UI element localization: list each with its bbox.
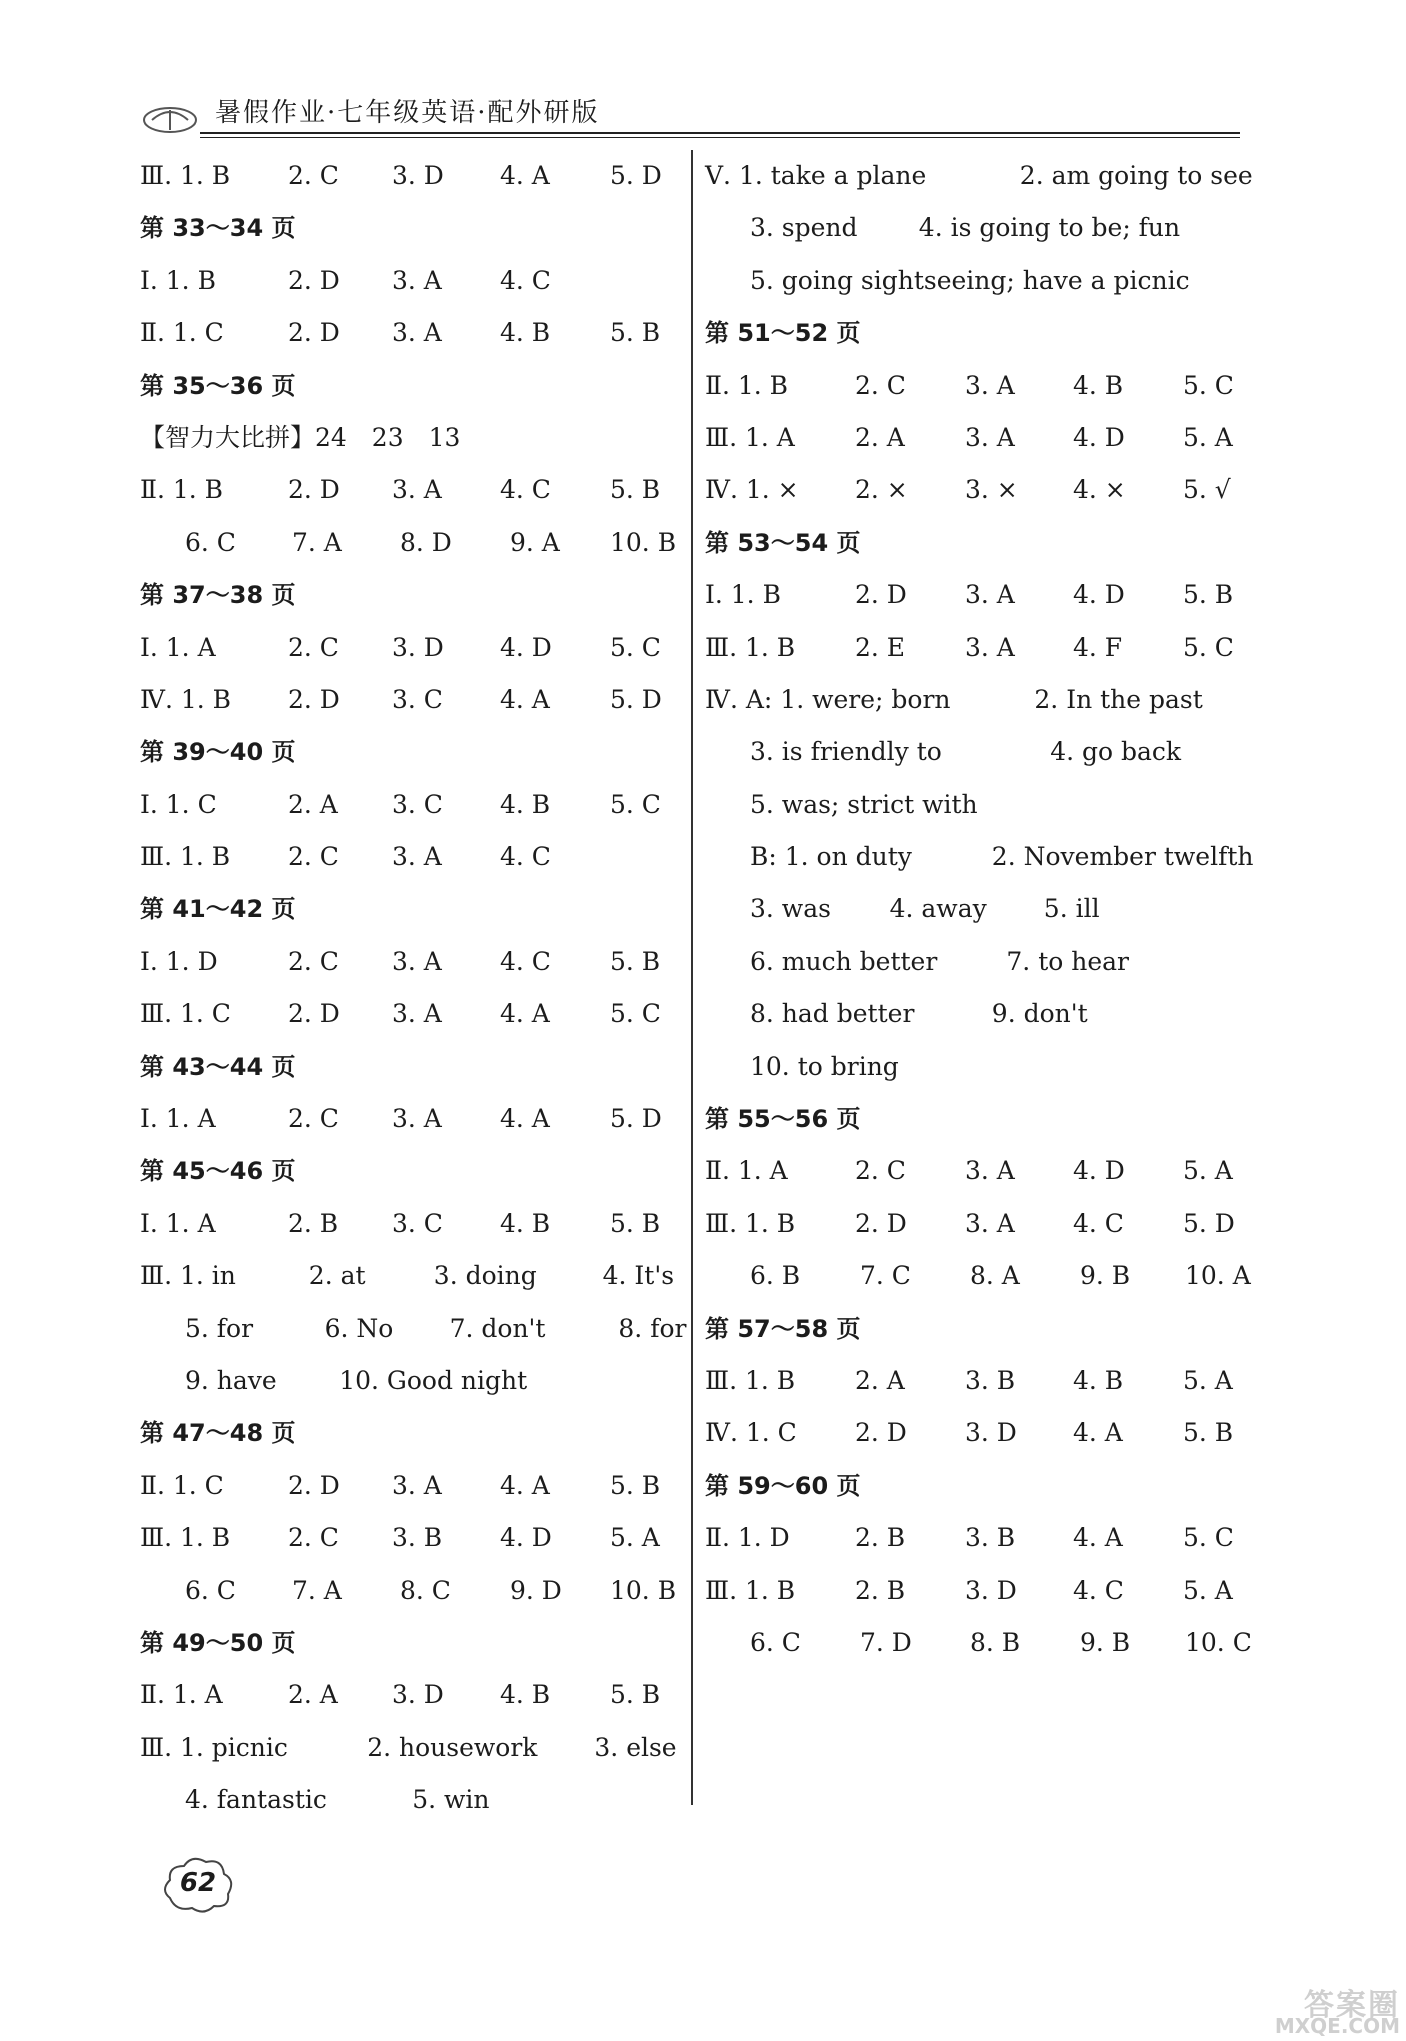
answer-row (705, 726, 1265, 778)
answer-cell: 5. B (1183, 580, 1234, 610)
answer-row (140, 1355, 680, 1407)
answer-cell: 5. win (412, 1785, 490, 1815)
answer-cell: 2. D (288, 475, 340, 505)
answer-cell: 5. C (610, 789, 661, 819)
answer-cell: 4. A (500, 999, 550, 1029)
answer-cell: 5. C (1183, 1523, 1234, 1553)
answer-cell: 4. go back (1050, 737, 1182, 767)
answer-cell: 6. B (750, 1261, 801, 1291)
answer-cell: 4. D (500, 632, 552, 662)
answer-cell: Ⅲ. 1. B (705, 1208, 796, 1238)
answer-row (705, 1565, 1265, 1617)
answer-row (705, 831, 1265, 883)
answer-row (140, 412, 680, 464)
answer-cell: 9. D (510, 1575, 562, 1605)
left-answer-column (140, 150, 687, 1827)
answer-cell: 3. A (965, 1156, 1015, 1186)
answer-cell: 3. B (965, 1523, 1016, 1553)
answer-cell: 8. for (618, 1313, 687, 1343)
answer-cell: 3. C (392, 1208, 443, 1238)
answer-cell: 3. spend (750, 213, 858, 243)
book-logo-icon (140, 96, 200, 136)
answer-cell: 3. A (392, 265, 442, 295)
answer-cell: 4. It's (602, 1261, 675, 1291)
answer-row (705, 1041, 1265, 1093)
answer-cell: 8. B (970, 1627, 1021, 1657)
answer-cell: 7. don't (449, 1313, 546, 1343)
answer-cell: 4. B (500, 318, 551, 348)
answer-cell: 2. In the past (1034, 684, 1203, 714)
page-range-heading: 第 51～52 页 (705, 319, 861, 348)
answer-row (705, 1512, 1265, 1564)
answer-cell: 8. D (400, 527, 452, 557)
answer-cell: Ⅰ. 1. A (140, 1104, 216, 1134)
watermark-logo-text: 答案圈 (1304, 1988, 1400, 2023)
answer-cell: Ⅲ. 1. B (705, 1365, 796, 1395)
answer-row (140, 255, 680, 307)
answer-cell: 10. C (1185, 1627, 1252, 1657)
answer-row (705, 1617, 1265, 1669)
answer-cell: 4. A (1073, 1523, 1123, 1553)
answer-cell: 5. going sightseeing; have a picnic (750, 265, 1190, 295)
answer-cell: 4. A (500, 684, 550, 714)
answer-cell: 6. C (185, 527, 236, 557)
answer-cell: Ⅱ. 1. C (140, 318, 224, 348)
answer-row (140, 1565, 680, 1617)
answer-cell: Ⅳ. 1. B (140, 684, 232, 714)
answer-cell: Ⅳ. A: 1. were; born (705, 684, 951, 714)
answer-cell: 3. B (392, 1523, 443, 1553)
answer-row (705, 1145, 1265, 1197)
answer-cell: Ⅲ. 1. C (140, 999, 231, 1029)
answer-cell: 3. × (965, 475, 1018, 505)
page-range-heading: 第 33～34 页 (140, 214, 296, 243)
answer-row (705, 1407, 1265, 1459)
answer-row (705, 936, 1265, 988)
answer-cell: 3. D (965, 1418, 1017, 1448)
answer-cell: 3. is friendly to (750, 737, 942, 767)
answer-cell: 9. A (510, 527, 560, 557)
answer-cell: 9. B (1080, 1261, 1131, 1291)
header-rule (200, 132, 1240, 138)
answer-cell: 3. C (392, 789, 443, 819)
answer-cell: Ⅲ. 1. B (140, 161, 231, 190)
answer-cell: Ⅲ. 1. picnic (140, 1732, 288, 1762)
answer-row (140, 831, 680, 883)
answer-cell: Ⅲ. 1. B (140, 842, 231, 872)
answer-cell: 4. B (500, 1680, 551, 1710)
answer-row (705, 255, 1265, 307)
page-range-heading: 第 35～36 页 (140, 371, 296, 400)
answer-cell: Ⅲ. 1. B (705, 632, 796, 662)
answer-row (140, 1669, 680, 1721)
answer-cell: Ⅰ. 1. B (705, 580, 781, 610)
answer-row (140, 307, 680, 359)
header-title: 暑假作业·七年级英语·配外研版 (215, 98, 600, 128)
answer-row (140, 150, 680, 202)
answer-cell: 3. A (392, 1470, 442, 1500)
answer-row (140, 464, 680, 516)
answer-row (705, 988, 1265, 1040)
answer-row (140, 1303, 687, 1355)
answer-cell: 3. A (392, 946, 442, 976)
answer-cell: 4. B (500, 1208, 551, 1238)
answer-cell: 2. D (855, 580, 907, 610)
page-range-heading: 第 47～48 页 (140, 1419, 296, 1448)
answer-cell: 5. for (185, 1313, 254, 1343)
answer-cell: 5. B (610, 1680, 661, 1710)
answer-cell: 3. A (392, 1104, 442, 1134)
answer-cell: 5. C (1183, 632, 1234, 662)
answer-row (140, 1512, 680, 1564)
answer-cell: 4. C (500, 842, 551, 872)
answer-cell: 5. B (610, 946, 661, 976)
answer-cell: 5. D (610, 161, 662, 190)
answer-cell: 6. much better (750, 946, 938, 976)
answer-cell: 5. B (610, 1470, 661, 1500)
page-range-heading: 第 59～60 页 (705, 1471, 861, 1500)
answer-cell: 8. C (400, 1575, 451, 1605)
answer-cell: 2. D (288, 318, 340, 348)
answer-cell: 4. A (500, 161, 550, 190)
page-range-heading: 第 53～54 页 (705, 528, 861, 557)
answer-cell: Ⅱ. 1. D (705, 1523, 790, 1553)
answer-cell: 10. A (1185, 1261, 1251, 1291)
page-range-heading: 第 55～56 页 (705, 1105, 861, 1134)
answer-cell: 5. D (610, 684, 662, 714)
answer-row (705, 1198, 1265, 1250)
answer-cell: 6. C (750, 1627, 801, 1657)
answer-cell: 9. B (1080, 1627, 1131, 1657)
answer-cell: 4. C (1073, 1208, 1124, 1238)
column-divider (691, 150, 693, 1805)
answer-row (705, 674, 1265, 726)
answer-cell: 3. C (392, 684, 443, 714)
answer-cell: 2. A (288, 789, 338, 819)
answer-row (140, 988, 680, 1040)
answer-cell: 9. have (185, 1365, 277, 1395)
answer-cell: 5. B (610, 1208, 661, 1238)
answer-cell: 2. at (308, 1261, 366, 1291)
answer-cell: 3. D (965, 1575, 1017, 1605)
answer-cell: 7. A (292, 1575, 342, 1605)
answer-cell: 4. C (500, 475, 551, 505)
answer-row (140, 1460, 680, 1512)
answer-cell: Ⅰ. 1. A (140, 1208, 216, 1238)
page-range-heading: 第 37～38 页 (140, 581, 296, 610)
answer-cell: 2. November twelfth (991, 842, 1254, 872)
watermark (1200, 1980, 1400, 2038)
answer-cell: 3. else (594, 1732, 677, 1762)
answer-cell: Ⅲ. 1. A (705, 422, 795, 452)
answer-cell: 3. D (392, 161, 444, 190)
answer-cell: 2. A (855, 422, 905, 452)
page-header (140, 92, 1240, 142)
answer-cell: 2. A (855, 1365, 905, 1395)
answer-cell: 5. A (1183, 422, 1233, 452)
answer-cell: 7. D (860, 1627, 912, 1657)
answer-cell: 4. B (500, 789, 551, 819)
answer-cell: 5. was; strict with (750, 789, 978, 819)
answer-cell: 10. to bring (750, 1051, 899, 1081)
answer-cell: 9. don't (991, 999, 1088, 1029)
watermark-url: MXQE.COM (1274, 2014, 1400, 2038)
answer-cell: 2. A (288, 1680, 338, 1710)
answer-cell: 10. B (610, 527, 677, 557)
answer-cell: Ⅱ. 1. C (140, 1470, 224, 1500)
answer-cell: 2. B (288, 1208, 339, 1238)
answer-cell: 2. D (855, 1418, 907, 1448)
answer-row (140, 1093, 680, 1145)
answer-cell: 5. A (1183, 1575, 1233, 1605)
answer-cell: 5. B (610, 318, 661, 348)
answer-cell: 3. A (392, 475, 442, 505)
page-number: 62 (179, 1868, 217, 1898)
answer-cell: B: 1. on duty (750, 842, 912, 872)
answer-row (140, 1250, 680, 1302)
answer-row (705, 464, 1265, 516)
answer-cell: 4. is going to be; fun (918, 213, 1181, 243)
answer-cell: 6. No (324, 1313, 394, 1343)
answer-row (705, 569, 1265, 621)
answer-cell: 5. C (1183, 370, 1234, 400)
answer-row (140, 936, 680, 988)
answer-cell: 2. C (288, 946, 339, 976)
answer-cell: 2. D (288, 684, 340, 714)
answer-cell: 4. D (1073, 580, 1125, 610)
answer-cell: 5. B (1183, 1418, 1234, 1448)
answer-row (705, 1250, 1265, 1302)
answer-cell: 2. C (288, 1104, 339, 1134)
answer-cell: 4. C (500, 265, 551, 295)
answer-cell: 2. D (288, 265, 340, 295)
answer-cell: 4. D (1073, 422, 1125, 452)
answer-row (140, 622, 680, 674)
answer-cell: Ⅱ. 1. A (705, 1156, 788, 1186)
answer-cell: Ⅳ. 1. C (705, 1418, 797, 1448)
answer-cell: 4. F (1073, 632, 1123, 662)
answer-cell: 5. C (610, 999, 661, 1029)
answer-cell: 7. to hear (1006, 946, 1129, 976)
answer-cell: Ⅲ. 1. B (705, 1575, 796, 1605)
answer-cell: Ⅱ. 1. A (140, 1680, 223, 1710)
answer-row (705, 202, 1265, 254)
answer-cell: 8. had better (750, 999, 915, 1029)
answer-cell: 10. Good night (339, 1365, 528, 1395)
page-range-heading: 第 57～58 页 (705, 1314, 861, 1343)
answer-cell: 5. A (610, 1523, 660, 1553)
answer-cell: 2. C (855, 1156, 906, 1186)
answer-cell: 4. A (500, 1470, 550, 1500)
answer-row (705, 412, 1265, 464)
answer-row (705, 883, 1265, 935)
answer-cell: 4. D (1073, 1156, 1125, 1186)
answer-cell: 5. ill (1043, 894, 1100, 924)
answer-cell: Ⅲ. 1. B (140, 1523, 231, 1553)
answer-cell: 5. C (610, 632, 661, 662)
answer-cell: 3. A (392, 318, 442, 348)
answer-cell: 2. B (855, 1523, 906, 1553)
answer-cell: 4. C (1073, 1575, 1124, 1605)
answer-row (705, 150, 1265, 202)
answer-cell: 2. B (855, 1575, 906, 1605)
answer-cell: 4. B (1073, 1365, 1124, 1395)
answer-cell: 4. C (500, 946, 551, 976)
answer-row (140, 1722, 680, 1774)
answer-cell: 10. B (610, 1575, 677, 1605)
answer-row (705, 360, 1265, 412)
answer-cell: 7. C (860, 1261, 911, 1291)
answer-cell: 2. housework (367, 1732, 538, 1762)
page-range-heading: 第 49～50 页 (140, 1628, 296, 1657)
answer-cell: 2. D (288, 1470, 340, 1500)
answer-cell: 5. D (1183, 1208, 1235, 1238)
answer-cell: 6. C (185, 1575, 236, 1605)
answer-row (140, 674, 680, 726)
answer-cell: 2. D (288, 999, 340, 1029)
answer-cell: 2. C (288, 842, 339, 872)
answer-row (140, 517, 680, 569)
answer-cell: 3. D (392, 632, 444, 662)
answer-cell: 4. B (1073, 370, 1124, 400)
page-number-badge (158, 1850, 238, 1920)
answer-cell: Ⅰ. 1. C (140, 789, 217, 819)
answer-cell: 2. C (855, 370, 906, 400)
answer-cell: 3. doing (433, 1261, 537, 1291)
answer-cell: 5. D (610, 1104, 662, 1134)
answer-cell: 【智力大比拼】24 23 13 (140, 422, 461, 452)
answer-cell: 3. A (392, 842, 442, 872)
answer-cell: 2. C (288, 161, 339, 190)
answer-row (140, 1198, 680, 1250)
right-answer-column (705, 150, 1265, 1669)
answer-cell: 2. am going to see (1019, 161, 1253, 190)
answer-cell: 5. A (1183, 1365, 1233, 1395)
answer-cell: 8. A (970, 1261, 1020, 1291)
answer-cell: 3. A (392, 999, 442, 1029)
answer-row (140, 1774, 680, 1826)
answer-cell: 3. B (965, 1365, 1016, 1395)
answer-cell: 5. √ (1183, 475, 1231, 505)
answer-cell: 5. A (1183, 1156, 1233, 1186)
answer-cell: 3. A (965, 422, 1015, 452)
answer-cell: 3. was (750, 894, 831, 924)
answer-row (140, 779, 680, 831)
answer-cell: Ⅰ. 1. D (140, 946, 218, 976)
answer-cell: Ⅰ. 1. B (140, 265, 216, 295)
answer-cell: 2. E (855, 632, 906, 662)
answer-row (705, 779, 1265, 831)
answer-row (705, 1355, 1265, 1407)
page-range-heading: 第 45～46 页 (140, 1157, 296, 1186)
page-range-heading: 第 39～40 页 (140, 738, 296, 767)
answer-cell: 7. A (292, 527, 342, 557)
answer-cell: 2. D (855, 1208, 907, 1238)
answer-cell: 2. C (288, 1523, 339, 1553)
answer-cell: 2. × (855, 475, 908, 505)
answer-cell: Ⅳ. 1. × (705, 475, 799, 505)
answer-cell: 4. away (889, 894, 987, 924)
answer-cell: 4. A (500, 1104, 550, 1134)
answer-cell: 3. D (392, 1680, 444, 1710)
answer-cell: 2. C (288, 632, 339, 662)
page-range-heading: 第 43～44 页 (140, 1052, 296, 1081)
answer-cell: Ⅴ. 1. take a plane (705, 161, 927, 190)
answer-cell: 3. A (965, 632, 1015, 662)
answer-cell: Ⅲ. 1. in (140, 1261, 236, 1291)
answer-cell: 3. A (965, 1208, 1015, 1238)
answer-cell: 4. D (500, 1523, 552, 1553)
answer-cell: 3. A (965, 580, 1015, 610)
answer-cell: 4. × (1073, 475, 1126, 505)
answer-cell: Ⅰ. 1. A (140, 632, 216, 662)
answer-cell: 3. A (965, 370, 1015, 400)
answer-cell: 4. A (1073, 1418, 1123, 1448)
answer-cell: Ⅱ. 1. B (705, 370, 789, 400)
answer-cell: 5. B (610, 475, 661, 505)
answer-cell: Ⅱ. 1. B (140, 475, 224, 505)
answer-cell: 4. fantastic (185, 1785, 327, 1815)
page-range-heading: 第 41～42 页 (140, 895, 296, 924)
answer-row (705, 622, 1265, 674)
